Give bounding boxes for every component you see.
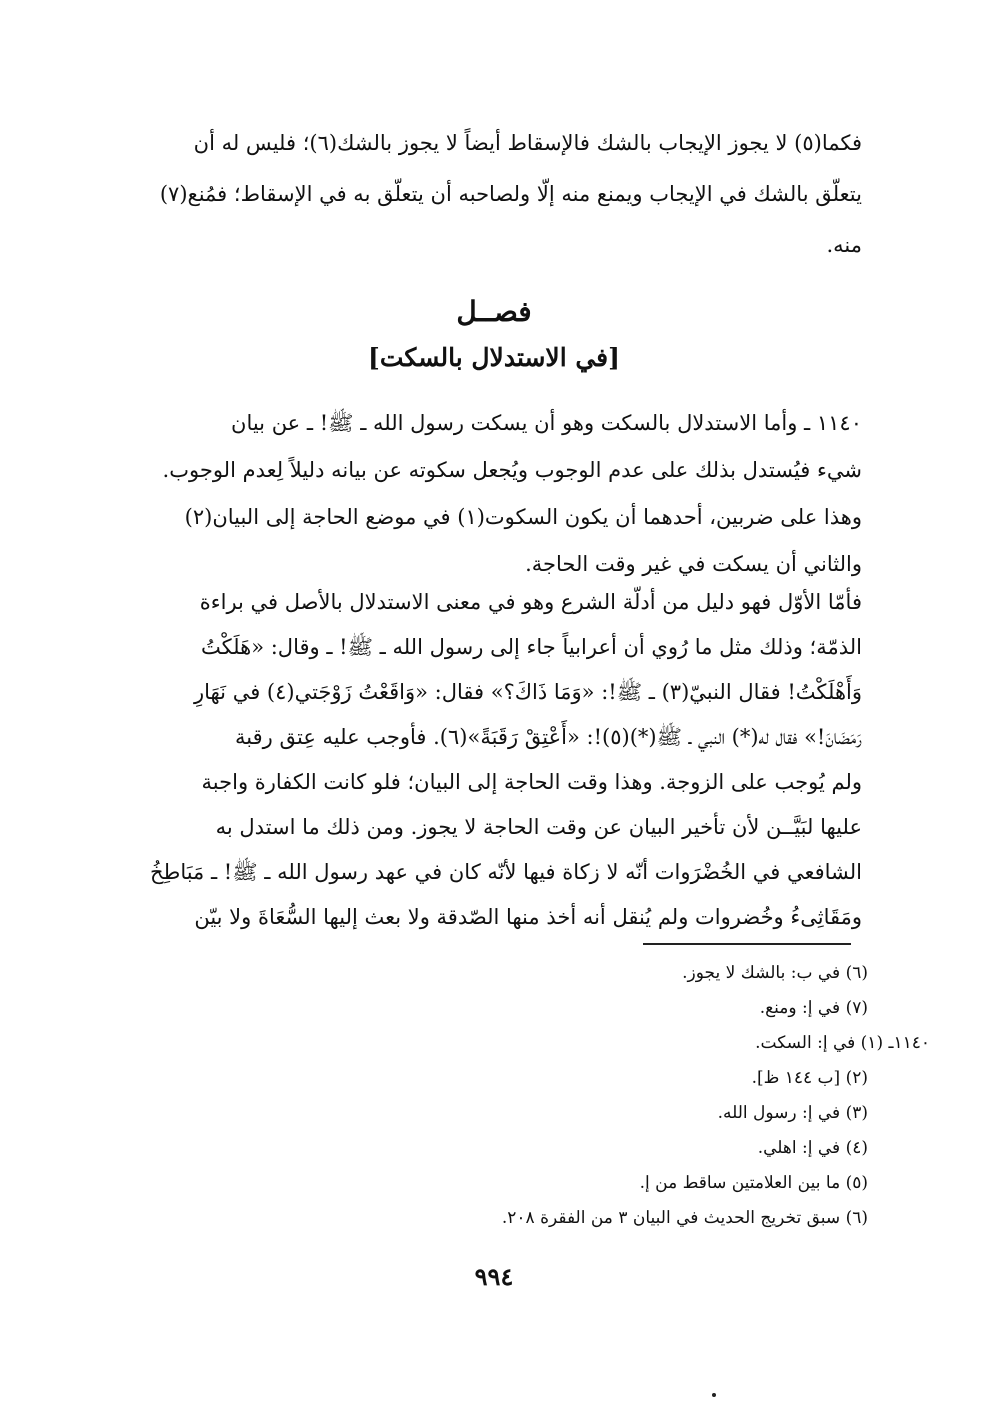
text-line: فكما(٥) لا يجوز الإيجاب بالشك فالإسقاط أيضاً لا يجوز بالشك(٦)؛ فليس له أن (193, 131, 862, 155)
footnote: (٢) [ب ١٤٤ ظ]. (751, 1068, 868, 1088)
footnote: ١١٤٠ـ (١) في إ: السكت. (755, 1033, 930, 1053)
text-line: الشافعي في الخُضْرَوات أنّه لا زكاة فيها لأنّه كان في عهد رسول الله ـ ﷺ! ـ مَبَاطِخُ (150, 860, 862, 884)
text-line: الذمّة؛ وذلك مثل ما رُوي أن أعرابياً جاء إلى رسول الله ـ ﷺ! ـ وقال: «هَلَكْتُ (200, 635, 862, 659)
text-line: يتعلّق بالشك في الإيجاب ويمنع منه إلّا ولصاحبه أن يتعلّق به في الإسقاط؛ فمُنع(٧) (159, 182, 862, 206)
footnote: (٣) في إ: رسول الله. (717, 1103, 868, 1123)
footnote: (٧) في إ: ومنع. (759, 998, 868, 1018)
footnote: (٦) في ب: بالشك لا يجوز. (682, 963, 868, 983)
text-line: ولم يُوجب على الزوجة. وهذا وقت الحاجة إلى البيان؛ فلو كانت الكفارة واجبة (201, 770, 862, 794)
section-title: فصــل (456, 295, 532, 328)
page-number: ٩٩٤ (474, 1262, 514, 1291)
footnotes (360, 956, 930, 1236)
scan-mark (712, 1393, 716, 1397)
section-subtitle: [في الاستدلال بالسكت] (368, 343, 620, 372)
text-line: ومَقَاثِىءُ وخُضروات ولم يُنقل أنه أخذ منها الصّدقة ولا بعث إليها السُّعَاةَ ولا بيّن (194, 905, 862, 929)
intro-paragraph (92, 118, 862, 271)
text-line: وهذا على ضربين، أحدهما أن يكون السكوت(١) في موضع الحاجة إلى البيان(٢) (184, 505, 862, 529)
text-line: ١١٤٠ ـ وأما الاستدلال بالسكت وهو أن يسكت رسول الله ـ ﷺ! ـ عن بيان (231, 411, 862, 435)
footnote-divider (643, 943, 851, 945)
text-line: شيء فيُستدل بذلك على عدم الوجوب ويُجعل سكوته عن بيانه دليلاً لِعدم الوجوب. (162, 458, 862, 482)
footnote: (٦) سبق تخريج الحديث في البيان ٣ من الفقرة ٢٠٨. (501, 1208, 868, 1228)
paragraph-1140 (92, 400, 862, 588)
footnote: (٥) ما بين العلامتين ساقط من إ. (639, 1173, 868, 1193)
text-line: رَمَضَانَ!» فقال له(*) النبي ـ ﷺ(*)(٥)!: «أَعْتِقْ رَقَبَةً»(٦). فأوجب عليه عِتق رقبة (235, 725, 862, 749)
text-line: فأمّا الأوّل فهو دليل من أدلّة الشرع وهو في معنى الاستدلال بالأصل في براءة (199, 590, 862, 614)
text-line: والثاني أن يسكت في غير وقت الحاجة. (525, 552, 862, 576)
text-line: عليها لبَيَّــن لأن تأخير البيان عن وقت الحاجة لا يجوز. ومن ذلك ما استدل به (215, 815, 862, 839)
paragraph-first-type (92, 580, 862, 940)
text-line: وَأَهْلَكْتُ! فقال النبيّ(٣) ـ ﷺ!: «وَمَا ذَاكَ؟» فقال: «وَاقَعْتُ زَوْجَتي(٤) في نَهَارِ (193, 680, 862, 704)
footnote: (٤) في إ: اهلي. (757, 1138, 868, 1158)
text-line: منه. (826, 233, 862, 257)
